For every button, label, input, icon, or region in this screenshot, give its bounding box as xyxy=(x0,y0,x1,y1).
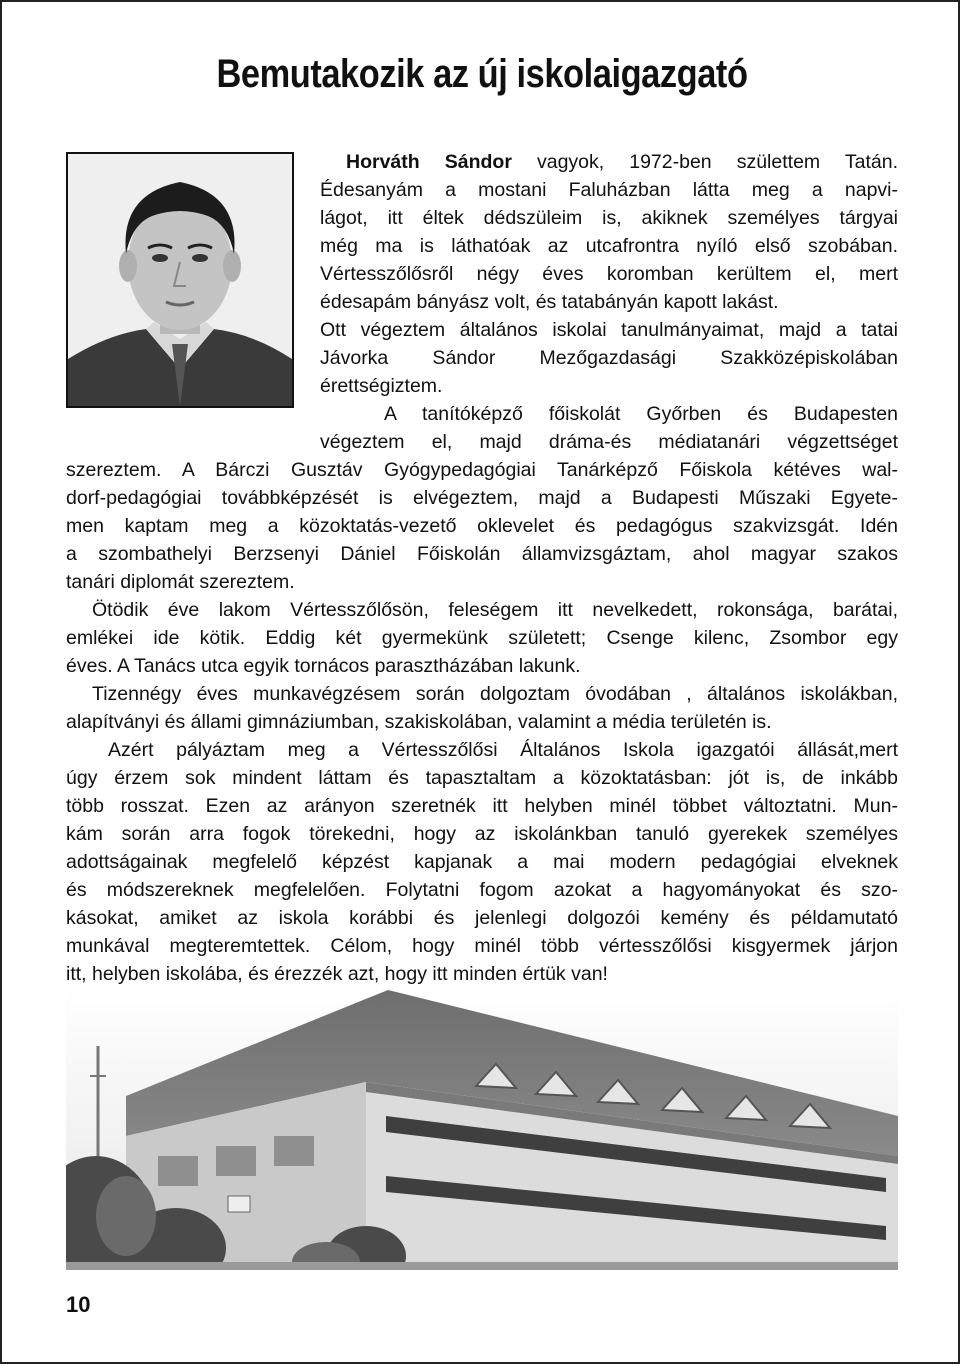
body-line: Édesanyám a mostani Faluházban látta meg a napvi- xyxy=(320,179,898,201)
body-line: Ötödik éve lakom Vértesszőlősön, feleségem itt nevelkedett, rokonsága, barátai, xyxy=(92,599,898,621)
body-line: men kaptam meg a közoktatás-vezető oklevelet és pedagógus szakvizsgát. Idén xyxy=(66,515,898,537)
body-line: Azért pályáztam meg a Vértesszőlősi Általános Iskola igazgatói állását,mert xyxy=(108,739,898,761)
portrait-photo xyxy=(66,152,294,408)
body-line: Tizennégy éves munkavégzésem során dolgoztam óvodában , általános iskolákban, xyxy=(92,683,898,705)
body-line: Horváth Sándor vagyok, 1972-ben születtem Tatán. xyxy=(320,148,898,176)
article-title: Bemutakozik az új iskolaigazgató xyxy=(216,52,748,96)
school-building-photo xyxy=(66,986,898,1270)
body-line: Jávorka Sándor Mezőgazdasági Szakközépiskolában xyxy=(320,347,898,369)
body-line: lágot, itt éltek dédszüleim is, akiknek személyes tárgyai xyxy=(320,207,898,229)
body-line: emlékei ide kötik. Eddig két gyermekünk született; Csenge kilenc, Zsombor egy xyxy=(66,627,898,649)
body-line: érettségiztem. xyxy=(320,375,443,397)
body-line: kám során arra fogok törekedni, hogy az iskolánkban tanuló gyerekek személyes xyxy=(66,823,898,845)
body-line: kásokat, amiket az iskola korábbi és jelenlegi dolgozói kemény és példamutató xyxy=(66,907,898,929)
body-line: adottságainak megfelelő képzést kapjanak a mai modern pedagógiai elveknek xyxy=(66,851,898,873)
body-line: végeztem el, majd dráma-és médiatanári végzettséget xyxy=(320,431,898,453)
body-line: A tanítóképző főiskolát Győrben és Budapesten xyxy=(384,403,898,425)
body-line: édesapám bányász volt, és tatabányán kapott lakást. xyxy=(320,291,779,313)
body-line: szereztem. A Bárczi Gusztáv Gyógypedagógiai Tanárképző Főiskola kétéves wal- xyxy=(66,459,898,481)
body-line: több rosszat. Ezen az arányon szeretnék itt helyben minél többet változtatni. Mun- xyxy=(66,795,898,817)
body-line: alapítványi és állami gimnáziumban, szakiskolában, valamint a média területén is. xyxy=(66,711,772,733)
author-name: Horváth Sándor xyxy=(346,151,512,173)
body-line: munkával megteremtettek. Célom, hogy minél több vértesszőlősi kisgyermek járjon xyxy=(66,935,898,957)
body-line: Vértesszőlősről négy éves koromban kerültem el, mert xyxy=(320,263,898,285)
body-line: még ma is láthatóak az utcafrontra nyíló első szobában. xyxy=(320,235,898,257)
body-line: a szombathelyi Berzsenyi Dániel Főiskolán államvizsgáztam, ahol magyar szakos xyxy=(66,543,898,565)
body-line: dorf-pedagógiai továbbképzését is elvégeztem, majd a Budapesti Műszaki Egyete- xyxy=(66,487,898,509)
body-line: Ott végeztem általános iskolai tanulmányaimat, majd a tatai xyxy=(320,319,898,341)
page-number: 10 xyxy=(66,1292,91,1317)
body-line: éves. A Tanács utca egyik tornácos parasztházában lakunk. xyxy=(66,655,581,677)
body-line: és módszereknek megfelelően. Folytatni fogom azokat a hagyományokat és szo- xyxy=(66,879,898,901)
body-line: tanári diplomát szereztem. xyxy=(66,571,295,593)
body-line: úgy érzem sok mindent láttam és tapasztaltam a közoktatásban: jót is, de inkább xyxy=(66,767,898,789)
body-line: itt, helyben iskolába, és érezzék azt, hogy itt minden értük van! xyxy=(66,963,608,985)
